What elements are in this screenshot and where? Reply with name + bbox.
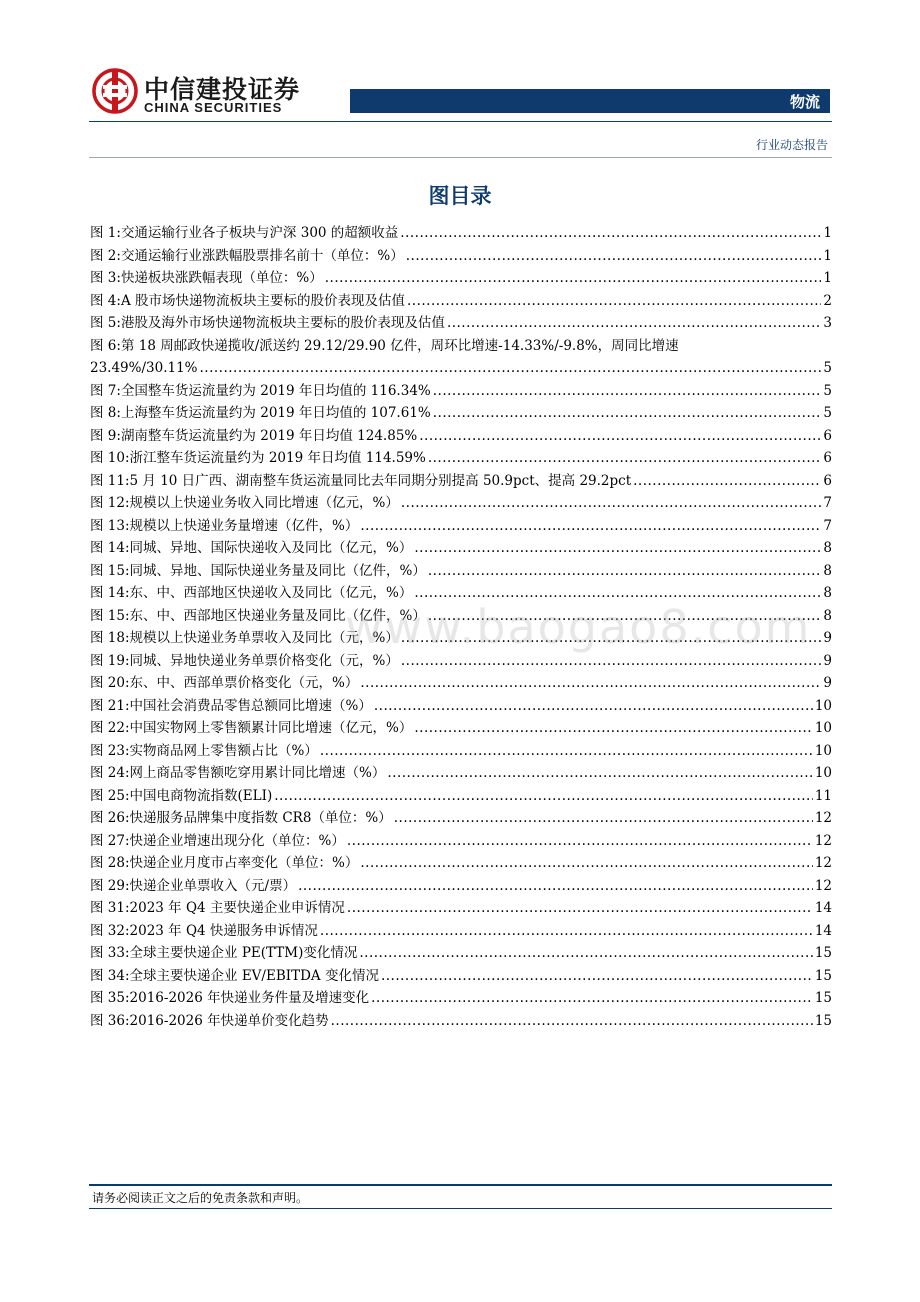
toc-entry-label: 图 20:: [90, 675, 130, 691]
toc-entry[interactable]: [90, 920, 832, 943]
logo-text-cn: 中信建投证券: [144, 75, 301, 104]
toc-entry-label: 图 34:: [90, 967, 130, 984]
toc-entry[interactable]: [90, 492, 832, 515]
toc-entry-page: 3: [823, 315, 832, 331]
toc-entry[interactable]: [90, 470, 832, 493]
toc-entry-text: 交通运输行业各子板块与沪深 300 的超额收益: [120, 225, 399, 241]
toc-entry-text: 2016-2026 年快递业务件量及增速变化: [129, 990, 370, 1006]
toc-entry-text: 实物商品网上零售额占比（%）: [129, 742, 318, 759]
toc-entry-page: 14: [814, 922, 832, 939]
toc-entry-label: 图 5:: [90, 315, 121, 331]
toc-entry-page: 12: [814, 877, 832, 894]
toc-entry-line: [90, 380, 832, 403]
toc-entry-label: 图 22:: [90, 720, 130, 736]
toc-entry-text: 网上商品零售额吃穿用累计同比增速（%）: [129, 765, 386, 781]
toc-entry-page: 15: [814, 967, 832, 984]
toc-entry-page: 2: [823, 292, 832, 309]
toc-entry-line: [90, 717, 832, 740]
toc-entry[interactable]: [90, 762, 832, 785]
toc-leader-dots: [414, 717, 812, 740]
toc-entry[interactable]: [90, 425, 832, 448]
toc-entry-label: 图 15:: [90, 607, 130, 624]
toc-entry-text: 东、中、西部地区快递收入及同比（亿元，%）: [129, 585, 413, 601]
toc-entry-text: 快递企业增速出现分化（单位：%）: [129, 832, 345, 849]
toc-entry-line: [90, 740, 832, 763]
toc-leader-dots: [433, 380, 822, 403]
toc-entry-line: [90, 965, 832, 988]
toc-entry-page: 1: [823, 247, 832, 264]
toc-entry-text: 全球主要快递企业 PE(TTM)变化情况: [129, 945, 358, 961]
toc-entry-page: 6: [823, 427, 832, 444]
toc-entry[interactable]: [90, 695, 832, 718]
toc-leader-dots: [325, 267, 822, 290]
toc-entry-text: 2016-2026 年快递单价变化趋势: [129, 1012, 329, 1029]
toc-entry-page: 10: [814, 720, 832, 736]
toc-entry-line: [90, 537, 832, 560]
toc-entry-text: 全球主要快递企业 EV/EBITDA 变化情况: [129, 967, 379, 984]
footer-rule: [89, 1184, 832, 1186]
toc-entry-text: 中国电商物流指数(ELI): [129, 787, 273, 804]
header-rule: [89, 121, 832, 122]
toc-entry[interactable]: [90, 987, 832, 1010]
toc-entry-label: 图 9:: [90, 427, 121, 444]
toc-leader-dots: [274, 785, 813, 808]
toc-entry-line: [90, 492, 832, 515]
toc-entry[interactable]: [90, 515, 832, 538]
toc-entry[interactable]: [90, 897, 832, 920]
toc-leader-dots: [360, 852, 812, 875]
toc-entry-text: 湖南整车货运流量约为 2019 年日均值 124.85%: [120, 427, 418, 444]
subheader-rule: [89, 157, 832, 158]
toc-entry-line: [90, 560, 832, 583]
footer-rule-bottom: [89, 1208, 832, 1209]
toc-entry-label: 图 19:: [90, 652, 130, 669]
toc-entry-text: 港股及海外市场快递物流板块主要标的股价表现及估值: [120, 315, 445, 331]
toc-entry-text: 5 月 10 日广西、湖南整车货运流量同比去年同期分别提高 50.9pct、提高 29.2pct: [129, 472, 632, 489]
toc-entry[interactable]: [90, 830, 832, 853]
toc-entry[interactable]: [90, 672, 832, 695]
toc-entry-line: [90, 470, 832, 493]
toc-entry-label: 图 6:: [90, 337, 121, 354]
toc-entry-text: 规模以上快递业务单票收入及同比（元，%）: [129, 630, 399, 646]
toc-leader-dots: [406, 245, 822, 268]
toc-entry-line: [90, 312, 832, 335]
toc-entry-page: 12: [814, 832, 832, 849]
toc-entry-text: 同城、异地、国际快递业务量及同比（亿件，%）: [129, 562, 426, 579]
toc-leader-dots: [381, 965, 813, 988]
toc-entry-page: 15: [814, 1012, 832, 1029]
toc-entry-page: 8: [823, 562, 832, 579]
toc-entry-text: 2023 年 Q4 快递服务申诉情况: [129, 922, 318, 939]
toc-leader-dots: [360, 515, 821, 538]
toc-entry-label: 图 14:: [90, 585, 130, 601]
toc-entry-line: [90, 875, 832, 898]
toc-entry-label: 图 26:: [90, 810, 130, 826]
toc-entry-line: [90, 852, 832, 875]
toc-entry-page: 1: [823, 225, 832, 241]
toc-leader-dots: [320, 920, 813, 943]
toc-entry-label: 图 14:: [90, 540, 130, 556]
toc-entry[interactable]: [90, 447, 832, 470]
toc-entry-label: 图 18:: [90, 630, 130, 646]
toc-leader-dots: [320, 740, 813, 763]
toc-leader-dots: [400, 222, 821, 245]
toc-entry-label: 图 31:: [90, 900, 130, 916]
toc-entry-line: [90, 672, 832, 695]
toc-entry-line: [90, 897, 832, 920]
toc-leader-dots: [407, 290, 821, 313]
toc-entry-text: 同城、异地、国际快递收入及同比（亿元，%）: [129, 540, 413, 556]
toc-leader-dots: [394, 807, 813, 830]
toc-entry-line: [90, 785, 832, 808]
citic-logo-icon: [92, 68, 138, 114]
toc-entry-page: 1: [823, 270, 832, 286]
toc-entry-label: 图 1:: [90, 225, 121, 241]
toc-entry-label: 图 32:: [90, 922, 130, 939]
toc-entry[interactable]: [90, 785, 832, 808]
toc-entry-page: 8: [823, 540, 832, 556]
toc-entry-page: 15: [814, 990, 832, 1006]
toc-entry-line: [90, 402, 832, 425]
toc-entry[interactable]: [90, 717, 832, 740]
toc-entry-label: 图 29:: [90, 877, 130, 894]
toc-entry-page: 12: [814, 855, 832, 871]
toc-entry[interactable]: [90, 267, 832, 290]
toc-leader-dots: [428, 447, 822, 470]
toc-entry-page: 5: [823, 382, 832, 399]
toc-entry-label: 图 23:: [90, 742, 130, 759]
toc-entry-page: 12: [814, 810, 832, 826]
toc-entry-page: 6: [823, 450, 832, 466]
sector-banner: [350, 89, 830, 113]
toc-leader-dots: [360, 672, 821, 695]
toc-entry-text: 2023 年 Q4 主要快递企业申诉情况: [129, 900, 345, 916]
toc-entry-page: 14: [814, 900, 832, 916]
toc-entry-page: 9: [823, 652, 832, 669]
watermark: www.baogao8.com: [345, 600, 812, 654]
toc-entry-label: 图 10:: [90, 450, 130, 466]
toc-entry-page: 10: [814, 765, 832, 781]
toc-entry[interactable]: [90, 380, 832, 403]
toc-entry[interactable]: [90, 807, 832, 830]
toc-entry-page: 10: [814, 742, 832, 759]
toc-entry-line: [90, 830, 832, 853]
toc-entry-text-cont: 23.49%/30.11%: [90, 360, 198, 376]
toc-entry-text: A 股市场快递物流板块主要标的股价表现及估值: [120, 292, 405, 309]
toc-entry[interactable]: [90, 537, 832, 560]
toc-entry[interactable]: [90, 312, 832, 335]
toc-entry-label: 图 24:: [90, 765, 130, 781]
toc-entry-label: 图 25:: [90, 787, 130, 804]
toc-entry-label: 图 12:: [90, 495, 130, 511]
toc-entry[interactable]: [90, 245, 832, 268]
toc-entry-page: 9: [823, 630, 832, 646]
toc-entry-text: 全国整车货运流量约为 2019 年日均值的 116.34%: [120, 382, 431, 399]
toc-entry[interactable]: [90, 335, 832, 380]
toc-entry-text: 上海整车货运流量约为 2019 年日均值的 107.61%: [120, 405, 431, 421]
toc-entry-line: [90, 222, 832, 245]
toc-entry-text: 第 18 周邮政快递揽收/派送约 29.12/29.90 亿件，周环比增速-14.33%/-9.8%，周同比增速: [120, 337, 679, 354]
toc-leader-dots: [359, 942, 812, 965]
toc-leader-dots: [200, 357, 822, 380]
toc-leader-dots: [419, 425, 821, 448]
toc-entry[interactable]: [90, 875, 832, 898]
toc-entry-line: [90, 1010, 832, 1033]
toc-leader-dots: [433, 402, 822, 425]
toc-leader-dots: [401, 492, 822, 515]
toc-entry-line: [90, 425, 832, 448]
toc-entry-page: 7: [823, 495, 832, 511]
toc-leader-dots: [387, 762, 812, 785]
toc-entry-line: [90, 357, 832, 380]
toc-entry-page: 7: [823, 517, 832, 534]
toc-leader-dots: [428, 560, 822, 583]
toc-entry-text: 中国社会消费品零售总额同比增速（%）: [129, 697, 372, 714]
toc-entry-page: 8: [823, 607, 832, 624]
toc-entry-label: 图 28:: [90, 855, 130, 871]
toc-entry[interactable]: [90, 560, 832, 583]
toc-entry[interactable]: [90, 942, 832, 965]
toc-entry-label: 图 15:: [90, 562, 130, 579]
toc-entry[interactable]: [90, 852, 832, 875]
toc-entry-text: 快递板块涨跌幅表现（单位：%）: [120, 270, 323, 286]
toc-entry-text: 快递服务品牌集中度指数 CR8（单位：%）: [129, 810, 392, 826]
toc-entry[interactable]: [90, 290, 832, 313]
toc-entry-label: 图 4:: [90, 292, 121, 309]
toc-entry-line: [90, 245, 832, 268]
toc-leader-dots: [414, 537, 821, 560]
toc-entry-text: 交通运输行业涨跌幅股票排名前十（单位：%）: [120, 247, 404, 264]
toc-entry-line: [90, 515, 832, 538]
toc-entry-line: [90, 335, 832, 358]
toc-entry-label: 图 3:: [90, 270, 121, 286]
report-type-label: 行业动态报告: [755, 138, 828, 152]
toc-leader-dots: [374, 695, 813, 718]
toc-leader-dots: [298, 875, 813, 898]
toc-entry-text: 浙江整车货运流量约为 2019 年日均值 114.59%: [129, 450, 426, 466]
toc-entry-text: 东、中、西部单票价格变化（元，%）: [129, 675, 359, 691]
toc-entry-page: 6: [823, 472, 832, 489]
toc-entry-page: 10: [814, 697, 832, 714]
company-logo: [92, 68, 302, 120]
toc-entry-page: 5: [823, 405, 832, 421]
sector-label: 物流: [789, 93, 820, 111]
toc-entry[interactable]: [90, 402, 832, 425]
toc-entry-label: 图 7:: [90, 382, 121, 399]
toc-entry-label: 图 13:: [90, 517, 130, 534]
toc-entry-text: 快递企业月度市占率变化（单位：%）: [129, 855, 359, 871]
toc-entry-line: [90, 290, 832, 313]
toc-leader-dots: [371, 987, 813, 1010]
toc-entry-line: [90, 695, 832, 718]
toc-entry-line: [90, 807, 832, 830]
toc-entry-label: 图 27:: [90, 832, 130, 849]
toc-title: 图目录: [428, 184, 492, 208]
toc-entry-label: 图 36:: [90, 1012, 130, 1029]
toc-leader-dots: [447, 312, 821, 335]
toc-leader-dots: [331, 1010, 813, 1033]
toc-entry[interactable]: [90, 222, 832, 245]
toc-entry-label: 图 11:: [90, 472, 130, 489]
toc-entry-line: [90, 987, 832, 1010]
toc-entry-label: 图 33:: [90, 945, 130, 961]
toc-leader-dots: [633, 470, 821, 493]
toc-entry-line: [90, 920, 832, 943]
toc-entry[interactable]: [90, 965, 832, 988]
toc-entry-text: 快递企业单票收入（元/票）: [129, 877, 297, 894]
toc-entry-text: 规模以上快递业务量增速（亿件，%）: [129, 517, 359, 534]
toc-entry-text: 规模以上快递业务收入同比增速（亿元，%）: [129, 495, 399, 511]
logo-text-en: CHINA SECURITIES: [144, 100, 283, 115]
toc-entry-text: 中国实物网上零售额累计同比增速（亿元，%）: [129, 720, 413, 736]
toc-entry[interactable]: [90, 740, 832, 763]
toc-entry-line: [90, 447, 832, 470]
toc-entry-text: 东、中、西部地区快递业务量及同比（亿件，%）: [129, 607, 426, 624]
toc-entry-label: 图 21:: [90, 697, 130, 714]
toc-entry-page: 11: [814, 787, 832, 804]
toc-entry-page: 5: [823, 360, 832, 376]
disclaimer-note: 请务必阅读正文之后的免责条款和声明。: [92, 1191, 309, 1205]
toc-entry-page: 9: [823, 675, 832, 691]
toc-leader-dots: [347, 830, 813, 853]
toc-entry-line: [90, 942, 832, 965]
toc-entry-line: [90, 267, 832, 290]
toc-entry-page: 8: [823, 585, 832, 601]
toc-entry-label: 图 35:: [90, 990, 130, 1006]
toc-entry-line: [90, 762, 832, 785]
toc-leader-dots: [347, 897, 813, 920]
toc-entry-page: 15: [814, 945, 832, 961]
toc-entry-label: 图 8:: [90, 405, 121, 421]
toc-entry-label: 图 2:: [90, 247, 121, 264]
toc-entry[interactable]: [90, 1010, 832, 1033]
toc-entry-text: 同城、异地快递业务单票价格变化（元，%）: [129, 652, 399, 669]
